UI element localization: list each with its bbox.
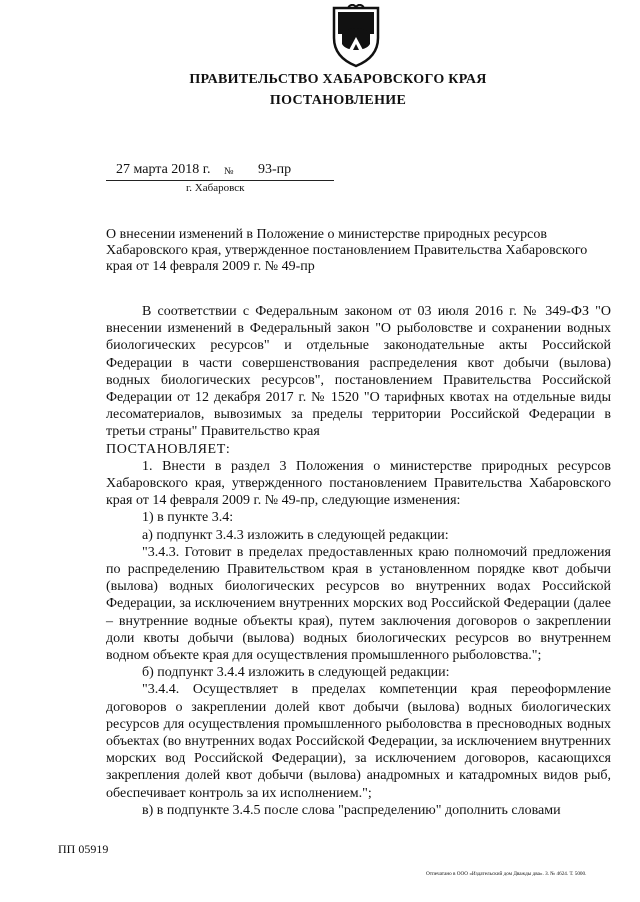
coat-of-arms-emblem: [330, 4, 382, 68]
body-paragraph: б) подпункт 3.4.4 изложить в следующей редакции:: [142, 665, 450, 681]
footer-code: ПП 05919: [58, 842, 109, 856]
resolves-heading: ПОСТАНОВЛЯЕТ:: [106, 441, 231, 457]
document-title: О внесении изменений в Положение о министерстве природных ресурсов Хабаровского края, утвержденное постановлением Правительства Хабаровского края от 14 февраля 2009 г. № 49-пр: [106, 227, 588, 274]
government-name: ПРАВИТЕЛЬСТВО ХАБАРОВСКОГО КРАЯ: [189, 72, 487, 87]
document-body: [106, 303, 611, 819]
body-paragraph: а) подпункт 3.4.3 изложить в следующей редакции:: [142, 527, 449, 543]
number-sign: №: [224, 166, 234, 177]
preamble-paragraph: В соответствии с Федеральным законом от 03 июля 2016 г. № 349-ФЗ "О внесении изменений в Федеральный закон "О рыболовстве и сохранении водных биологических ресурсов" и отдельные законодательные акты Российской Федерации в части совершенствования распределения квот добычи (вылова) водных биологических ресурсов", постановлением Правительства Российской Федерации от 12 декабря 2017 г. № 1520 "О тарифных квотах на отдельные виды лесоматериалов, вывозимых за пределы территории Российской Федерации в третьи страны" Правительство края: [106, 304, 611, 440]
date-number-line: [106, 162, 334, 181]
body-paragraph: "3.4.3. Готовит в пределах предоставленных краю полномочий предложения по распределению Правительством края в установленном порядке квот добычи (вылова) водных биологических ресурсов во внутренних водах Российской Федерации, за исключением внутренних морских вод Российской Федерации (далее – внутренние водные объекты края), путем заключения договоров о закреплении доли квоты добычи (вылова) водных биологических ресурсов во внутреннем водном объекте края для осуществления промышленного рыболовства.";: [106, 544, 611, 664]
body-paragraph: в) в подпункте 3.4.5 после слова "распределению" дополнить словами: [142, 802, 561, 818]
city: г. Хабаровск: [186, 182, 245, 194]
document-number: 93-пр: [258, 162, 292, 177]
body-paragraph: 1. Внести в раздел 3 Положения о министерстве природных ресурсов Хабаровского края, утвержденного постановлением Правительства Хабаровского края от 14 февраля 2009 г. № 49-пр, следующие изменения:: [106, 458, 611, 509]
print-note: Отпечатано в ООО «Издательский дом Дважды два». З. № 4624. Т. 5000.: [426, 871, 587, 877]
document-type: ПОСТАНОВЛЕНИЕ: [269, 93, 407, 108]
body-paragraph: "3.4.4. Осуществляет в пределах компетенции края переоформление договоров о закреплении долей квот добычи (вылова) водных биологических ресурсов для осуществления промышленного рыболовства в пресноводных водных объектах (во внутренних водах Российской Федерации, за исключением внутренних морских вод Российской Федерации), за исключением договоров, касающихся закрепления долей квот добычи (вылова) анадромных и катадромных видов рыб, обеспечивает контроль за их исполнением.";: [106, 682, 611, 801]
document-date: 27 марта 2018 г.: [116, 162, 211, 177]
body-paragraph: 1) в пункте 3.4:: [142, 510, 234, 526]
